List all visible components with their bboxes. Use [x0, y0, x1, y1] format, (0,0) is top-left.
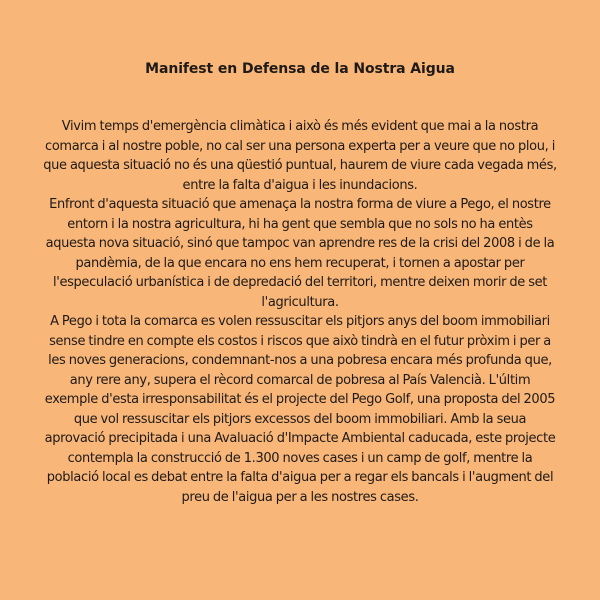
text-line: entre la falta d'aigua i les inundacions. — [182, 177, 418, 193]
text-line: que aquesta situació no és una qüestió puntual, haurem de viure cada vegada més, — [43, 158, 557, 173]
text-line: Enfront d'aquesta situació que amenaça la nostra forma de viure a Pego, el nostre — [49, 197, 551, 212]
text-line: exemple d'esta irresponsabilitat és el projecte del Pego Golf, una proposta del 2005 — [44, 392, 556, 407]
text-line: Vivim temps d'emergència climàtica i això és més evident que mai a la nostra — [61, 119, 539, 134]
text-line: comarca i al nostre poble, no cal ser una persona experta per a veure que no plou, i — [45, 138, 555, 154]
document-body — [0, 117, 600, 507]
text-line: preu de l'aigua per a les nostres cases. — [181, 489, 419, 505]
text-line: aquesta nova situació, sinó que tampoc van aprendre res de la crisi del 2008 i de la — [45, 236, 555, 251]
text-line: sense tindre en compte els costos i riscos que això tindrà en el futur pròxim i per a — [49, 333, 551, 349]
text-line: les noves generacions, condemnant-nos a una pobresa encara més profunda que, — [48, 353, 552, 368]
paragraph-3 — [0, 312, 600, 507]
document-title: Manifest en Defensa de la Nostra Aigua — [145, 61, 455, 77]
text-line: aprovació precipitada i una Avaluació d'Impacte Ambiental caducada, este projecte — [44, 431, 556, 446]
text-line: que vol ressuscitar els pitjors excessos del boom immobiliari. Amb la seua — [73, 411, 527, 427]
text-line: entorn i la nostra agricultura, hi ha gent que sembla que no sols no ha entès — [67, 216, 533, 232]
text-line: contempla la construcció de 1.300 noves cases i un camp de golf, mentre la — [67, 450, 533, 466]
paragraph-2 — [0, 195, 600, 312]
text-line: any rere any, supera el rècord comarcal de pobresa al País Valencià. L'últim — [69, 372, 531, 388]
text-line: A Pego i tota la comarca es volen ressuscitar els pitjors anys del boom immobiliari — [50, 314, 550, 329]
paragraph-1 — [0, 117, 600, 195]
text-line: població local es debat entre la falta d'aigua per a regar els bancals i l'augment del — [46, 470, 554, 485]
text-line: pandèmia, de la que encara no ens hem recuperat, i tornen a apostar per — [75, 255, 525, 271]
text-line: l'especulació urbanística i de depredació del territori, mentre deixen morir de set — [52, 275, 548, 290]
text-line: l'agricultura. — [261, 294, 339, 310]
